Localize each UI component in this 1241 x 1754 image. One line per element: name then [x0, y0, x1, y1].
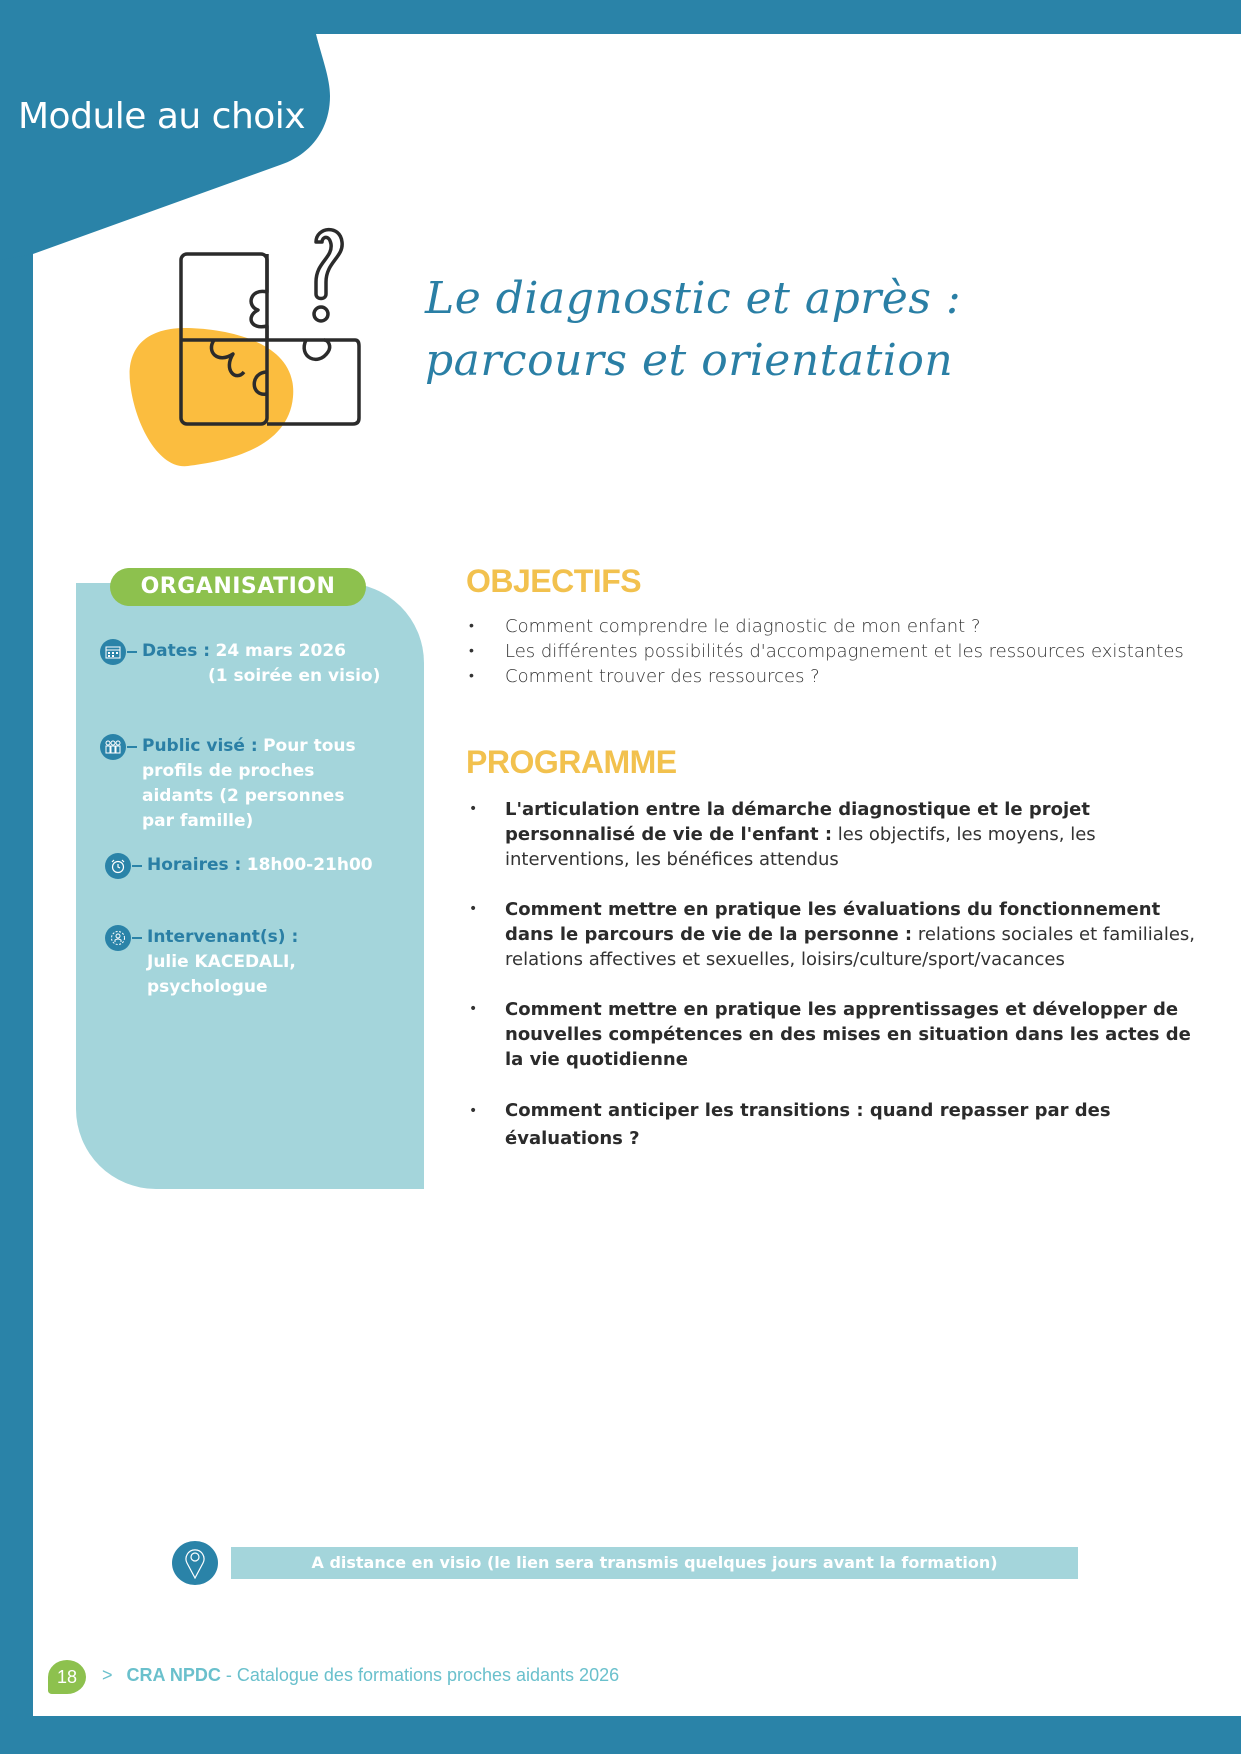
- list-item: • Comment mettre en pratique les évaluations du fonctionnement dans le parcours de vie de la personne : relations sociales et familiales, relations affectives et sexuelles, loisirs/culture/sport/vacances: [466, 897, 1196, 972]
- connector-dash: [127, 746, 137, 748]
- people-icon: [100, 734, 126, 760]
- list-item: • Les différentes possibilités d'accompagnement et les ressources existantes: [466, 639, 1196, 664]
- left-frame-bar: [0, 0, 33, 1754]
- location-banner: A distance en visio (le lien sera transmis quelques jours avant la formation): [231, 1547, 1078, 1579]
- map-pin-icon: [172, 1541, 218, 1585]
- horaires-value: 18h00-21h00: [246, 855, 373, 875]
- public-value: Pour tous profils de proches aidants (2 personnes par famille): [142, 736, 356, 831]
- horaires-label: Horaires :: [147, 855, 242, 875]
- intervenants-value: Julie KACEDALI, psychologue: [147, 952, 296, 997]
- footer-text: [102, 1665, 619, 1686]
- list-item: • Comment anticiper les transitions : quand repasser par des évaluations ?: [466, 1097, 1196, 1153]
- connector-dash: [127, 651, 137, 653]
- connector-dash: [132, 937, 142, 939]
- list-item: • L'articulation entre la démarche diagnostique et le projet personnalisé de vie de l'enfant : les objectifs, les moyens, les interventions, les bénéfices attendus: [466, 797, 1196, 872]
- public-label: Public visé :: [142, 736, 258, 756]
- programme-heading: PROGRAMME: [466, 744, 677, 780]
- footer-catalogue: - Catalogue des formations proches aidants 2026: [220, 1665, 620, 1685]
- person-icon: [105, 925, 131, 951]
- dates-value: 24 mars 2026: [215, 641, 346, 661]
- footer-brand: CRA NPDC: [126, 1665, 221, 1685]
- connector-dash: [132, 865, 142, 867]
- page-number: 18: [48, 1660, 86, 1694]
- list-item: • Comment trouver des ressources ?: [466, 664, 1196, 689]
- alarm-clock-icon: [105, 853, 131, 879]
- programme-list: [466, 797, 1196, 1178]
- title-line-2: parcours et orientation: [425, 335, 954, 386]
- bottom-frame-bar: [0, 1716, 1241, 1754]
- objectifs-list: [466, 614, 1196, 689]
- calendar-icon: [100, 639, 126, 665]
- dates-label: Dates :: [142, 641, 211, 661]
- footer-separator: >: [102, 1665, 113, 1685]
- title-line-1: Le diagnostic et après :: [425, 273, 962, 324]
- dates-detail: (1 soirée en visio): [208, 666, 381, 686]
- page-title: [425, 268, 961, 392]
- organisation-badge: ORGANISATION: [110, 568, 366, 606]
- intervenants-label: Intervenant(s) :: [147, 927, 299, 947]
- list-item: • Comment comprendre le diagnostic de mon enfant ?: [466, 614, 1196, 639]
- puzzle-question-icon: [118, 222, 368, 472]
- module-label: Module au choix: [18, 96, 306, 137]
- objectifs-heading: OBJECTIFS: [466, 563, 642, 599]
- list-item: • Comment mettre en pratique les apprentissages et développer de nouvelles compétences en des mises en situation dans les actes de la vie quotidienne: [466, 997, 1196, 1072]
